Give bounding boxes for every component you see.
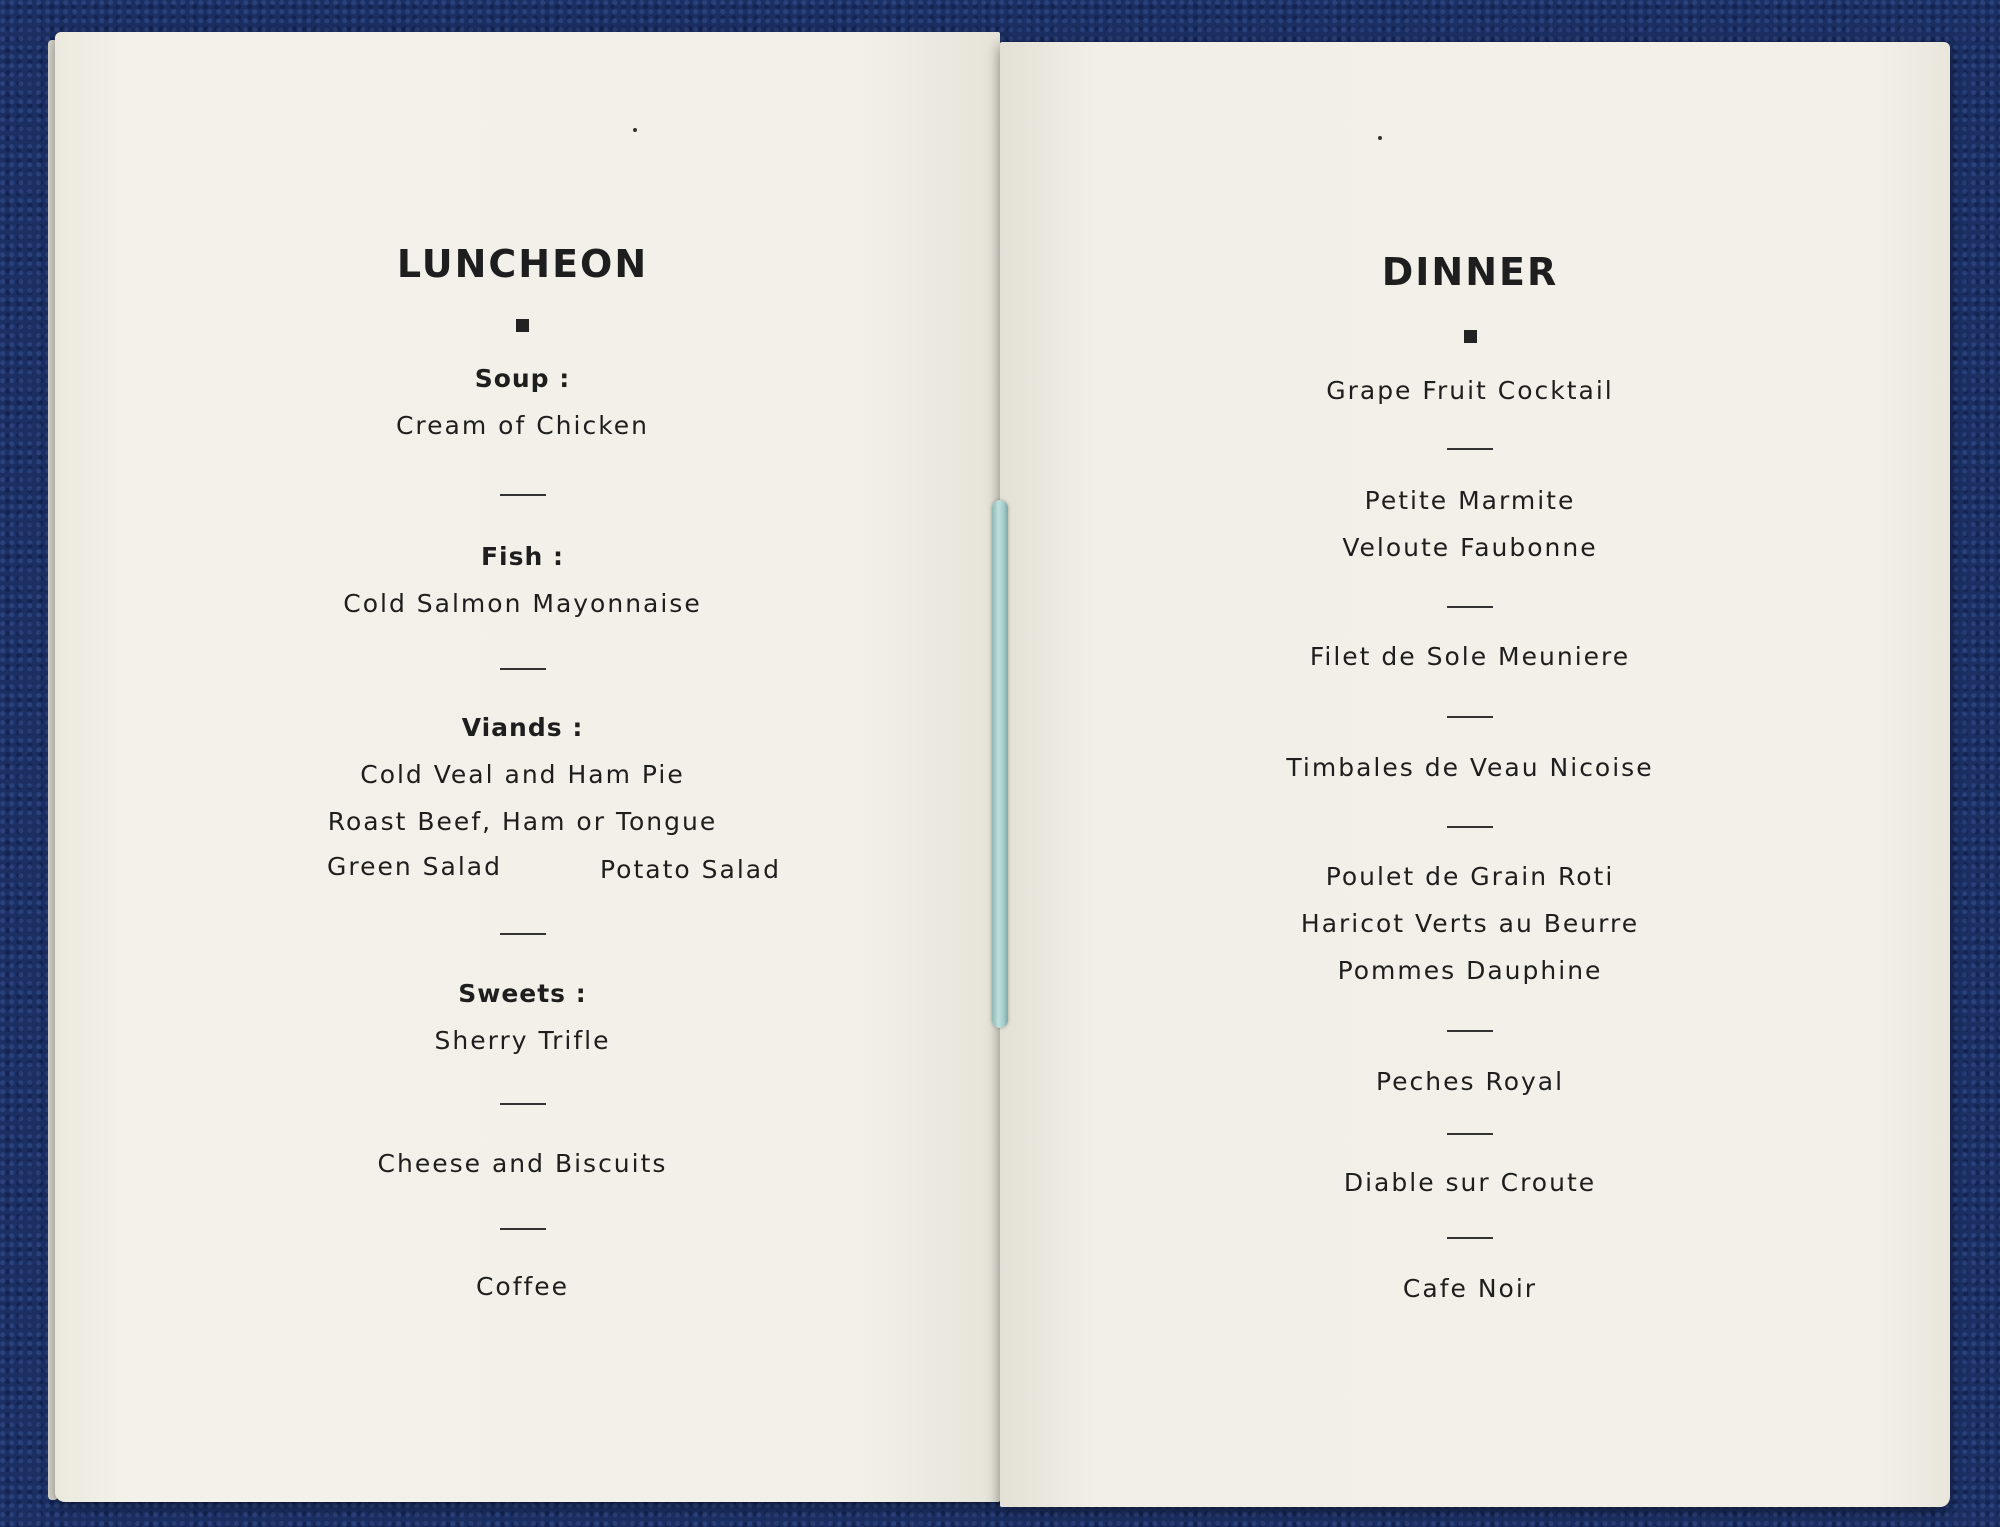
divider [500,1103,546,1105]
ornament-icon [1464,330,1477,343]
dinner-item: Peches Royal [1375,1067,1565,1096]
dinner-item: Poulet de Grain Roti [1325,862,1615,891]
luncheon-heading: LUNCHEON [396,242,649,286]
divider [1447,1237,1493,1239]
divider [1447,716,1493,718]
divider [1447,1133,1493,1135]
fish-label: Fish : [480,542,565,571]
dinner-item: Veloute Faubonne [1342,533,1598,562]
sweets-item: Sherry Trifle [434,1026,611,1055]
right-page [1000,42,1950,1507]
dinner-heading: DINNER [1381,250,1559,294]
divider [500,494,546,496]
divider [500,668,546,670]
dinner-item: Petite Marmite [1364,486,1576,515]
punch-dot [633,128,637,132]
viands-item: Cold Veal and Ham Pie [360,760,685,789]
dinner-item: Timbales de Veau Nicoise [1286,753,1654,782]
dinner-item: Diable sur Croute [1343,1168,1597,1197]
dinner-item: Grape Fruit Cocktail [1326,376,1614,405]
divider [1447,606,1493,608]
divider [1447,448,1493,450]
cheese-item: Cheese and Biscuits [377,1149,668,1178]
ornament-icon [516,319,529,332]
divider [1447,1030,1493,1032]
divider [500,933,546,935]
punch-dot [1378,136,1382,140]
divider [500,1228,546,1230]
soup-label: Soup : [474,364,571,393]
viands-item: Roast Beef, Ham or Tongue [327,807,718,836]
green-salad-item: Green Salad [327,852,502,881]
viands-label: Viands : [461,713,584,742]
dinner-item: Haricot Verts au Beurre [1300,909,1640,938]
coffee-item: Coffee [475,1272,570,1301]
potato-salad-item: Potato Salad [600,855,781,884]
dinner-item: Pommes Dauphine [1337,956,1603,985]
dinner-item: Filet de Sole Meuniere [1309,642,1631,671]
fish-item: Cold Salmon Mayonnaise [343,589,702,618]
soup-item: Cream of Chicken [395,411,650,440]
sweets-label: Sweets : [458,979,587,1008]
binding-ribbon [992,500,1008,1028]
dinner-item: Cafe Noir [1402,1274,1538,1303]
left-page [55,32,1000,1502]
divider [1447,826,1493,828]
